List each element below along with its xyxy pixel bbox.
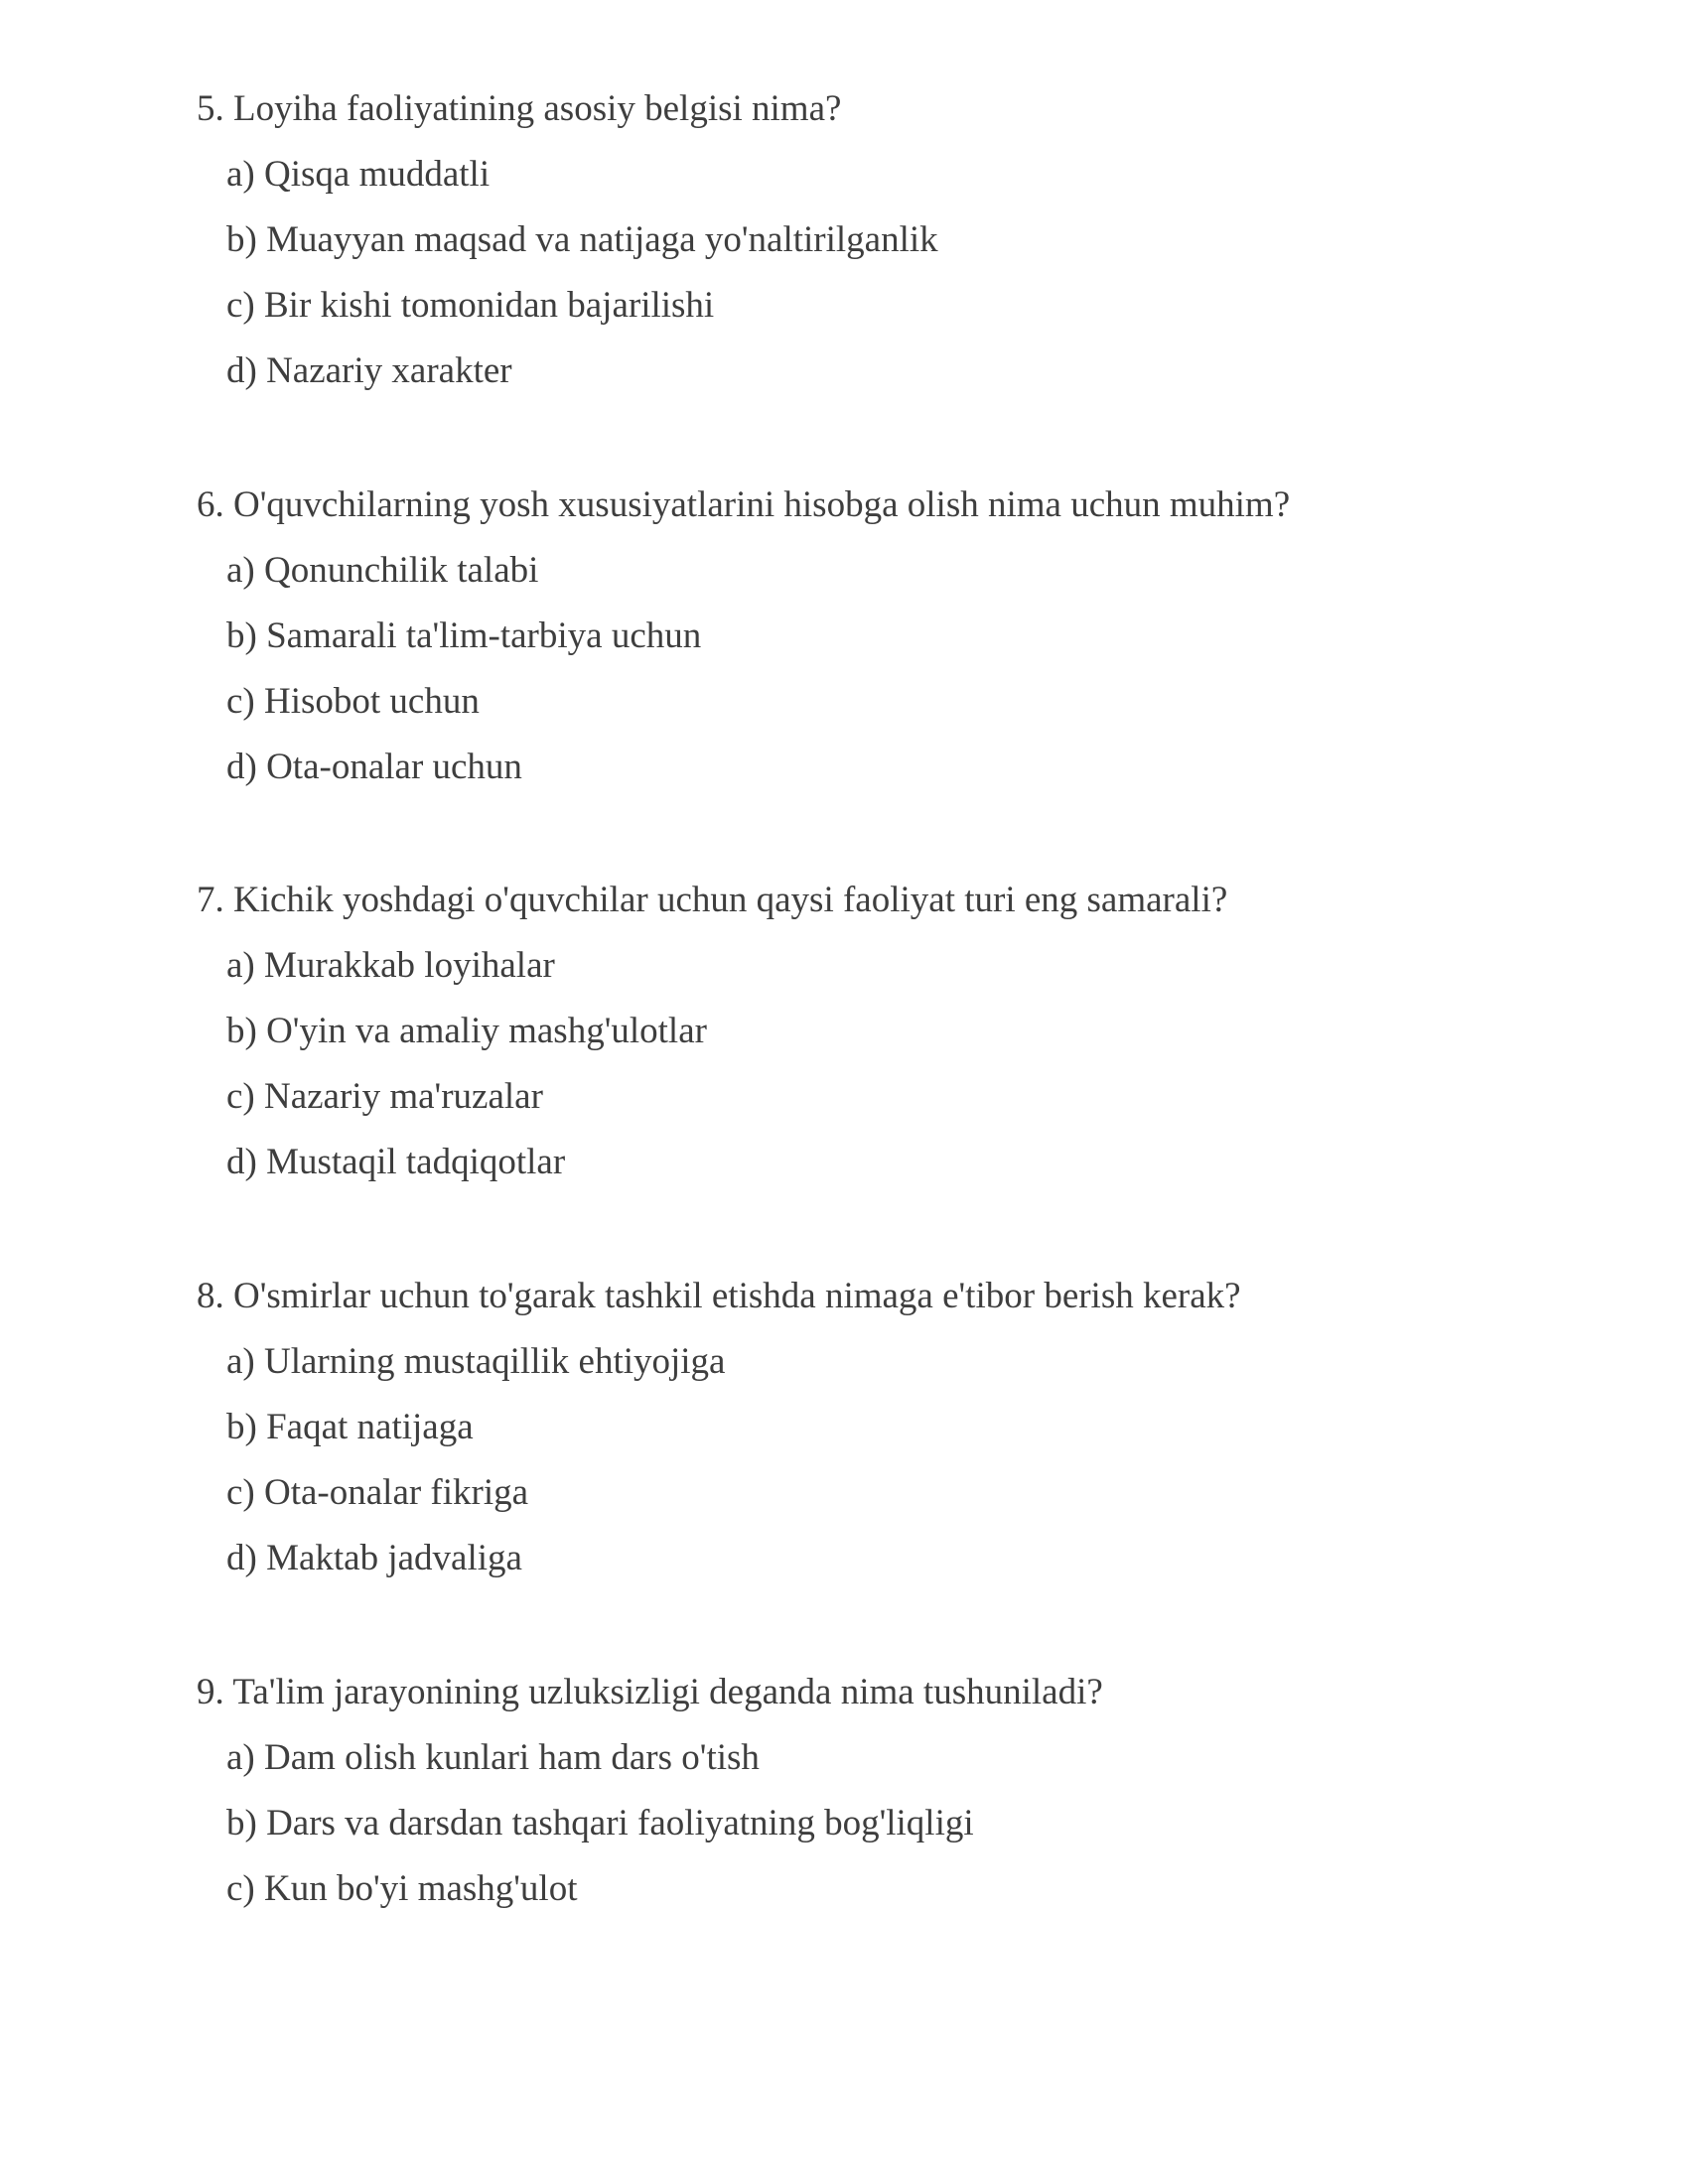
- answer-option-c: c) Ota-onalar fikriga: [226, 1472, 529, 1513]
- answer-option-d: d) Mustaqil tadqiqotlar: [226, 1142, 566, 1182]
- answer-option-c: c) Nazariy ma'ruzalar: [226, 1076, 543, 1117]
- question-text: 6. O'quvchilarning yosh xususiyatlarini hisobga olish nima uchun muhim?: [197, 484, 1291, 525]
- answer-option-c: c) Hisobot uchun: [226, 681, 480, 722]
- question-text: 7. Kichik yoshdagi o'quvchilar uchun qaysi faoliyat turi eng samarali?: [197, 880, 1228, 920]
- question-6: [197, 483, 1587, 789]
- question-7: [197, 879, 1587, 1184]
- question-5: [197, 87, 1587, 393]
- answer-option-a: a) Qisqa muddatli: [226, 154, 491, 195]
- question-text: 8. O'smirlar uchun to'garak tashkil etishda nimaga e'tibor berish kerak?: [197, 1276, 1241, 1316]
- answer-option-a: a) Qonunchilik talabi: [226, 550, 539, 591]
- answer-option-d: d) Ota-onalar uchun: [226, 747, 522, 787]
- answer-option-b: b) Faqat natijaga: [226, 1407, 474, 1447]
- answer-option-d: d) Maktab jadvaliga: [226, 1538, 522, 1578]
- question-text: 9. Ta'lim jarayonining uzluksizligi deganda nima tushuniladi?: [197, 1672, 1103, 1712]
- answer-option-b: b) Dars va darsdan tashqari faoliyatning bog'liqligi: [226, 1803, 974, 1843]
- question-8: [197, 1275, 1587, 1580]
- answer-option-c: c) Kun bo'yi mashg'ulot: [226, 1868, 578, 1909]
- answer-option-a: a) Dam olish kunlari ham dars o'tish: [226, 1737, 760, 1778]
- answer-option-b: b) Samarali ta'lim-tarbiya uchun: [226, 615, 702, 656]
- answer-option-a: a) Ularning mustaqillik ehtiyojiga: [226, 1341, 726, 1382]
- question-9: [197, 1671, 1587, 1911]
- answer-option-d: d) Nazariy xarakter: [226, 350, 512, 391]
- answer-option-a: a) Murakkab loyihalar: [226, 945, 555, 986]
- answer-option-b: b) Muayyan maqsad va natijaga yo'naltirilganlik: [226, 219, 938, 260]
- answer-option-c: c) Bir kishi tomonidan bajarilishi: [226, 285, 715, 326]
- question-text: 5. Loyiha faoliyatining asosiy belgisi nima?: [197, 88, 842, 129]
- answer-option-b: b) O'yin va amaliy mashg'ulotlar: [226, 1011, 707, 1051]
